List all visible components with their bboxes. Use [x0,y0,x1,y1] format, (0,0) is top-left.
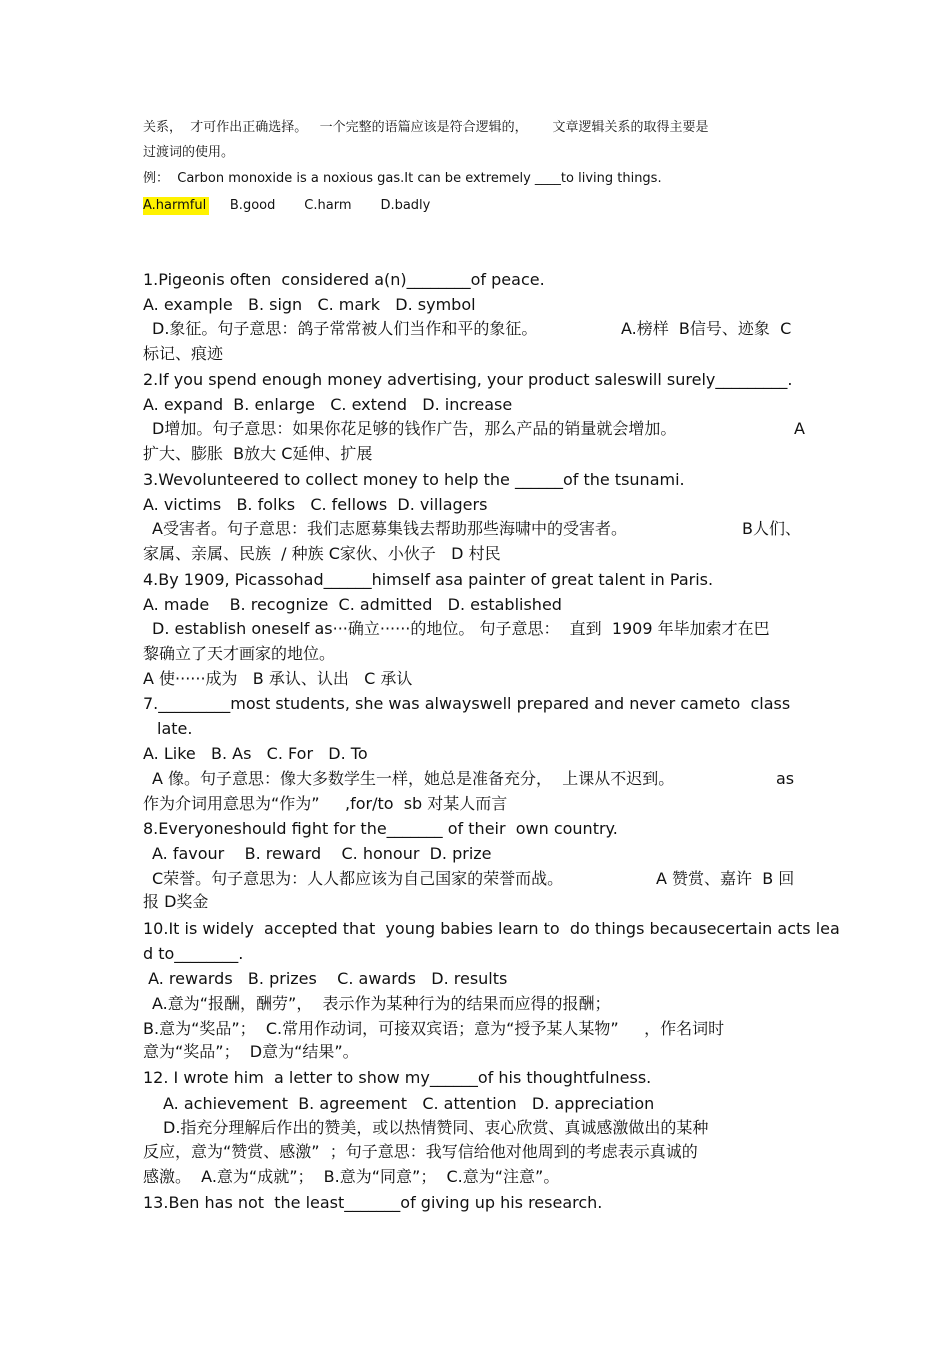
intro-line-2: 过渡词的使用。 [143,145,235,160]
option-b: B.good [229,198,276,213]
question-2-explanation: D增加。句子意思：如果你花足够的钱作广告，那么产品的销量就会增加。 [152,419,677,438]
question-2: 2.If you spend enough money advertising, your product saleswill surely_________. [143,370,793,389]
option-c: C.harm [304,198,352,213]
question-7-options: A. Like B. As C. For D. To [143,744,368,763]
question-10-options: A. rewards B. prizes C. awards D. results [143,969,508,988]
question-7-explanation-cont: 作为介词用意思为“作为” ,for/to sb 对某人而言 [143,794,508,813]
question-4-options: A. made B. recognize C. admitted D. established [143,595,562,614]
question-3-options: A. victims B. folks C. fellows D. villagers [143,495,488,514]
question-1-explanation: D.象征。句子意思：鸽子常常被人们当作和平的象征。 [152,319,538,338]
question-1: 1.Pigeonis often considered a(n)________of peace. [143,270,545,289]
question-8: 8.Everyoneshould fight for the_______ of their own country. [143,819,618,838]
option-d: D.badly [380,198,431,213]
example-sentence: 例： Carbon monoxide is a noxious gas.It can be extremely ____to living things. [143,171,662,186]
question-2-explanation-cont: 扩大、膨胀 B放大 C延伸、扩展 [143,444,373,463]
question-1-explanation-right: A.榜样 B信号、迹象 C [621,319,792,338]
question-3-explanation-cont: 家属、亲属、民族 / 种族 C家伙、小伙子 D 村民 [143,544,501,563]
highlighted-answer: A.harmful [143,197,209,215]
question-10: 10.It is widely accepted that young babies learn to do things becausecertain acts lea [143,919,840,938]
question-10-explanation: A.意为“报酬，酬劳”， 表示作为某种行为的结果而应得的报酬； [152,994,611,1013]
question-2-options: A. expand B. enlarge C. extend D. increase [143,395,513,414]
example-options [143,199,430,212]
question-13: 13.Ben has not the least_______of giving up his research. [143,1193,603,1212]
question-8-explanation-cont: 报 D奖金 [143,892,209,911]
question-7-cont: late. [157,719,193,738]
question-1-options: A. example B. sign C. mark D. symbol [143,295,476,314]
question-10-explanation-end: 意为“奖品”； D意为“结果”。 [143,1042,359,1061]
question-3: 3.Wevolunteered to collect money to help the ______of the tsunami. [143,470,685,489]
question-10-cont: d to________. [143,944,244,963]
question-8-options: A. favour B. reward C. honour D. prize [152,844,492,863]
question-1-explanation-cont: 标记、痕迹 [143,344,224,363]
intro-line-1: 关系， 才可作出正确选择。 一个完整的语篇应该是符合逻辑的， 文章逻辑关系的取得主要是 [143,120,709,135]
question-7-explanation-right: as [776,769,795,788]
question-8-explanation: C荣誉。句子意思为：人人都应该为自己国家的荣誉而战。 [152,869,564,888]
question-10-explanation-cont: B.意为“奖品”； C.常用作动词，可接双宾语；意为“授予某人某物” ，作名词时 [143,1019,725,1038]
question-4-explanation-cont: 黎确立了天才画家的地位。 [143,644,336,663]
question-7: 7._________most students, she was alwayswell prepared and never cameto class [143,694,791,713]
question-12: 12. I wrote him a letter to show my______of his thoughtfulness. [143,1068,652,1087]
question-3-explanation-right: B人们、 [742,519,801,538]
question-3-explanation: A受害者。句子意思：我们志愿募集钱去帮助那些海啸中的受害者。 [152,519,627,538]
question-12-explanation-end: 感激。 A.意为“成就”； B.意为“同意”； C.意为“注意”。 [143,1167,560,1186]
question-8-explanation-right: A 赞赏、嘉许 B 回 [656,869,795,888]
question-12-explanation: D.指充分理解后作出的赞美，或以热情赞同、衷心欣赏、真诚感激做出的某种 [163,1118,709,1137]
question-12-options: A. achievement B. agreement C. attention D. appreciation [163,1094,655,1113]
question-2-explanation-right: A [794,419,805,438]
question-4: 4.By 1909, Picassohad______himself asa painter of great talent in Paris. [143,570,714,589]
question-4-explanation-options: A 使······成为 B 承认、认出 C 承认 [143,669,413,688]
question-12-explanation-cont: 反应，意为“赞赏、感激” ；句子意思：我写信给他对他周到的考虑表示真诚的 [143,1142,698,1161]
question-4-explanation: D. establish oneself as···确立······的地位。 句子意思： 直到 1909 年毕加索才在巴 [152,619,770,638]
question-7-explanation: A 像。句子意思：像大多数学生一样，她总是准备充分， 上课从不迟到。 [152,769,675,788]
